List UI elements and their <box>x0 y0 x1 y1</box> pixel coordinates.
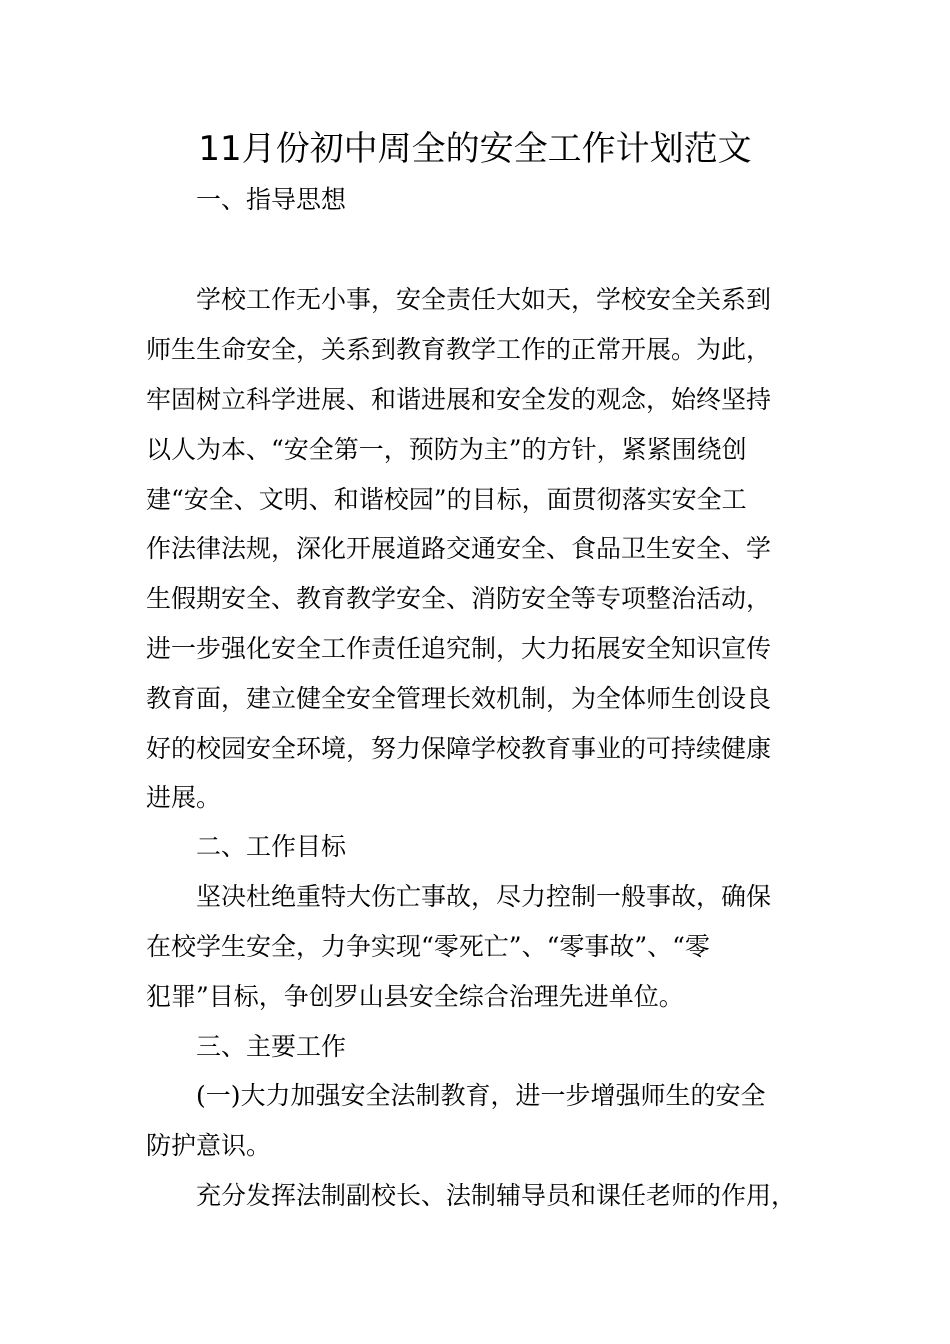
subsection-heading: (一)大力加强安全法制教育，进一步增强师生的安全 <box>196 1081 766 1110</box>
paragraph-line: 牢固树立科学进展、和谐进展和安全发的观念，始终坚持 <box>146 385 772 414</box>
paragraph-line: 坚决杜绝重特大伤亡事故，尽力控制一般事故，确保 <box>196 882 772 911</box>
paragraph-line: 作法律法规，深化开展道路交通安全、食品卫生安全、学 <box>146 534 772 563</box>
section-heading-main-work: 三、主要工作 <box>196 1032 347 1061</box>
paragraph-line: 学校工作无小事，安全责任大如天，学校安全关系到 <box>196 285 772 314</box>
paragraph-line: 在校学生安全，力争实现“零死亡”、“零事故”、“零 <box>146 932 710 961</box>
section-heading-guiding-thought: 一、指导思想 <box>196 185 347 214</box>
paragraph-line: 以人为本、“安全第一，预防为主”的方针，紧紧围绕创 <box>146 435 747 464</box>
paragraph-line: 好的校园安全环境，努力保障学校教育事业的可持续健康 <box>146 734 772 763</box>
paragraph-line: 进一步强化安全工作责任追究制，大力拓展安全知识宣传 <box>146 634 772 663</box>
document-title: 11月份初中周全的安全工作计划范文 <box>198 129 752 169</box>
paragraph-line: 师生生命安全，关系到教育教学工作的正常开展。为此， <box>146 335 772 364</box>
paragraph-line: 生假期安全、教育教学安全、消防安全等专项整治活动， <box>146 584 772 613</box>
paragraph-line: 犯罪”目标，争创罗山县安全综合治理先进单位。 <box>146 982 684 1011</box>
paragraph-line: 防护意识。 <box>146 1131 272 1160</box>
section-heading-work-goals: 二、工作目标 <box>196 832 347 861</box>
paragraph-line: 充分发挥法制副校长、法制辅导员和课任老师的作用， <box>196 1181 797 1210</box>
paragraph-line: 进展。 <box>146 783 222 812</box>
paragraph-line: 教育面，建立健全安全管理长效机制，为全体师生创设良 <box>146 684 772 713</box>
paragraph-line: 建“安全、文明、和谐校园”的目标，面贯彻落实安全工 <box>146 485 747 514</box>
